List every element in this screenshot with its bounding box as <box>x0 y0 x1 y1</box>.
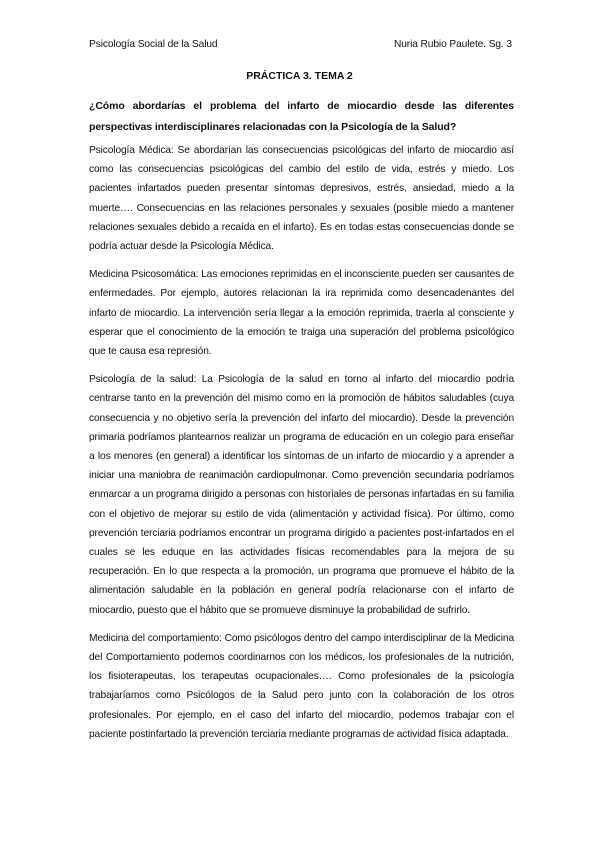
page-header <box>89 38 512 52</box>
paragraph-psicologia-medica: Psicología Médica: Se abordarían las consecuencias psicológicas del infarto de miocardio así como las consecuencias psicológicas del cambio del estilo de vida, estrés y miedo. Los pacientes infartados pueden presentar síntomas depresivos, estrés, ansiedad, miedo a la muerte…. Consecuencias en las relaciones personales y sexuales (posible miedo a mantener relaciones sexuales debido a recaída en el infarto). Es en todas estas consecuencias donde se podría actuar desde la Psicología Médica. <box>89 145 514 253</box>
document-body <box>89 96 514 753</box>
document-title: PRÁCTICA 3. TEMA 2 <box>246 70 353 82</box>
question-heading: ¿Cómo abordarías el problema del infarto de miocardio desde las diferentes perspectivas interdisciplinares relacionadas con la Psicología de la Salud? <box>89 100 514 133</box>
paragraph-medicina-comportamiento: Medicina del comportamiento: Como psicólogos dentro del campo interdisciplinar de la Medicina del Comportamiento podemos coordinarnos con los médicos, los profesionales de la nutrición, los fisioterapeutas, los terapeutas ocupacionales…. Como profesionales de la psicología trabajaríamos como Psicólogos de la Salud pero junto con la colaboración de los otros profesionales. Por ejemplo, en el caso del infarto del miocardio, podemos trabajar con el paciente postinfartado la prevención terciaria mediante programas de actividad física adaptada. <box>89 632 514 740</box>
header-author: Nuria Rubio Paulete. Sg. 3 <box>393 39 512 50</box>
paragraph-medicina-psicosomatica: Medicina Psicosomática: Las emociones reprimidas en el inconsciente pueden ser causantes de enfermedades. Por ejemplo, autores relacionan la ira reprimida como desencadenantes del infarto de miocardio. La intervención sería llegar a la emoción reprimida, traerla al consciente y esperar que el conocimiento de la emoción te traiga una superación del problema psicológico que te causa esa represión. <box>89 269 514 358</box>
header-course-title: Psicología Social de la Salud <box>89 39 218 50</box>
paragraph-psicologia-salud: Psicología de la salud: La Psicología de la salud en torno al infarto del miocardio podría centrarse tanto en la prevención del mismo como en la promoción de hábitos saludables (cuya consecuencia y no objetivo sería la prevención del infarto del miocardio). Desde la prevención primaria podríamos plantearnos realizar un programa de educación en un colegio para enseñar a los menores (en general) a identificar los síntomas de un infarto de miocardio y a aprender a iniciar una maniobra de reanimación cardiopulmonar. Como prevención secundaria podríamos enmarcar a un programa dirigido a personas con historiales de personas infartadas en su familia con el objetivo de mejorar su estilo de vida (alimentación y actividad física). Por último, como prevención terciaria podríamos encontrar un programa dirigido a pacientes post-infartados en el cuales se les eduque en las actividades físicas recomendables para la mejora de su recuperación. En lo que respecta a la promoción, un programa que promueve el hábito de la alimentación saludable en la población en general podría relacionarse con el infarto de miocardio, puesto que el hábito que se promueve disminuye la probabilidad de sufrirlo. <box>89 374 514 616</box>
